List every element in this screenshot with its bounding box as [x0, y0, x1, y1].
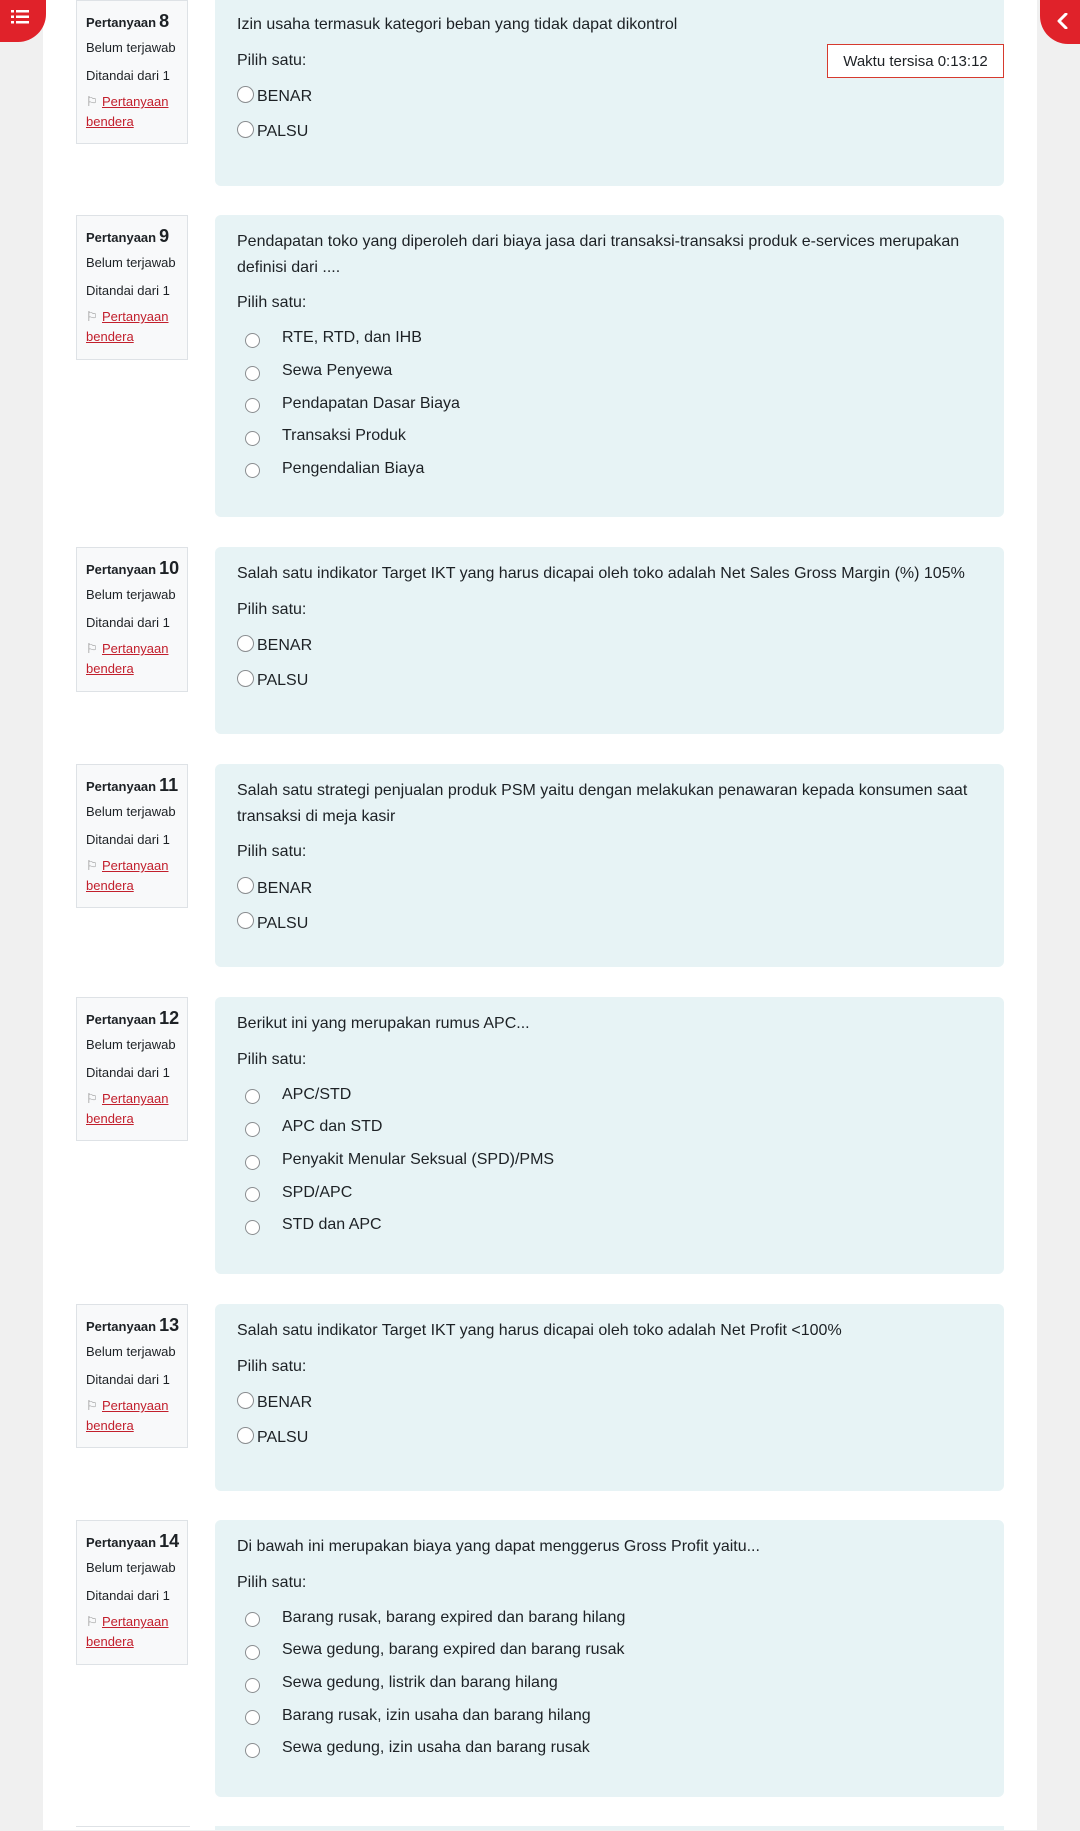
answer-prompt: Pilih satu:: [237, 1573, 307, 1591]
answer-option[interactable]: BENAR: [237, 871, 982, 906]
answer-option[interactable]: Sewa gedung, izin usaha dan barang rusak: [237, 1732, 982, 1765]
answer-option[interactable]: PALSU: [237, 906, 982, 941]
answer-option[interactable]: BENAR: [237, 1386, 982, 1421]
question-info: [76, 764, 188, 908]
radio-button[interactable]: [237, 121, 254, 138]
flag-icon: ⚐: [86, 1614, 98, 1630]
answer-option[interactable]: PALSU: [237, 664, 982, 699]
question-number: Pertanyaan 13: [86, 1315, 180, 1335]
question-state: Belum terjawab: [86, 255, 176, 271]
radio-button[interactable]: [245, 333, 260, 348]
radio-button[interactable]: [245, 366, 260, 381]
quiz-navigation-toggle[interactable]: [1040, 0, 1080, 44]
question-number: Pertanyaan 12: [86, 1008, 180, 1028]
radio-button[interactable]: [245, 1710, 260, 1725]
answer-prompt: Pilih satu:: [237, 51, 307, 69]
answer-option[interactable]: Sewa gedung, barang expired dan barang rusak: [237, 1634, 982, 1667]
question-grade: Ditandai dari 1: [86, 1587, 170, 1603]
question-grade: Ditandai dari 1: [86, 831, 170, 847]
flag-question-link[interactable]: ⚐ Pertanyaan bendera: [86, 1398, 169, 1433]
answer-option[interactable]: APC/STD: [237, 1079, 982, 1112]
flag-question-link[interactable]: ⚐ Pertanyaan bendera: [86, 1091, 169, 1126]
question-text: Pendapatan toko yang diperoleh dari biaya jasa dari transaksi-transaksi produk e-services merupakan definisi dari ....: [237, 233, 960, 276]
question-text: Izin usaha termasuk kategori beban yang tidak dapat dikontrol: [237, 16, 678, 33]
answer-option[interactable]: BENAR: [237, 629, 982, 664]
answer-prompt: Pilih satu:: [237, 1050, 307, 1068]
question-grade: Ditandai dari 1: [86, 1064, 170, 1080]
answer-prompt: Pilih satu:: [237, 843, 307, 861]
question-state: Belum terjawab: [86, 1037, 176, 1053]
question-content: [215, 1304, 1004, 1491]
question-state: Belum terjawab: [86, 1344, 176, 1360]
question-number: Pertanyaan 8: [86, 11, 170, 31]
answer-option[interactable]: SPD/APC: [237, 1176, 982, 1209]
flag-icon: ⚐: [86, 94, 98, 110]
question-content: [215, 547, 1004, 734]
radio-button[interactable]: [237, 1427, 254, 1444]
question-8: [43, 0, 1037, 187]
radio-button[interactable]: [245, 1645, 260, 1660]
chevron-left-icon: [1057, 13, 1069, 29]
answer-option[interactable]: RTE, RTD, dan IHB: [237, 322, 982, 355]
answer-option[interactable]: Transaksi Produk: [237, 420, 982, 453]
quiz-page: [43, 0, 1037, 1830]
answer-option[interactable]: Penyakit Menular Seksual (SPD)/PMS: [237, 1144, 982, 1177]
time-remaining: Waktu tersisa 0:13:12: [827, 44, 1004, 78]
question-content: [215, 1520, 1004, 1797]
question-grade: Ditandai dari 1: [86, 282, 170, 298]
list-icon: [11, 10, 29, 24]
question-content: [215, 997, 1004, 1274]
question-grade: Ditandai dari 1: [86, 67, 170, 83]
question-number: Pertanyaan 10: [86, 558, 180, 578]
radio-button[interactable]: [245, 398, 260, 413]
question-grade: Ditandai dari 1: [86, 614, 170, 630]
answer-option[interactable]: Pendapatan Dasar Biaya: [237, 387, 982, 420]
flag-icon: ⚐: [86, 858, 98, 874]
question-info: [76, 1304, 188, 1448]
radio-button[interactable]: [237, 670, 254, 687]
question-number: Pertanyaan 11: [86, 775, 179, 795]
radio-button[interactable]: [245, 1220, 260, 1235]
question-number: Pertanyaan 14: [86, 1531, 180, 1551]
radio-button[interactable]: [245, 1678, 260, 1693]
flag-question-link[interactable]: ⚐ Pertanyaan bendera: [86, 309, 169, 344]
flag-question-link[interactable]: ⚐ Pertanyaan bendera: [86, 858, 169, 893]
radio-button[interactable]: [245, 1187, 260, 1202]
answer-option[interactable]: Barang rusak, barang expired dan barang hilang: [237, 1602, 982, 1635]
answer-option[interactable]: Pengendalian Biaya: [237, 453, 982, 486]
answer-option[interactable]: Barang rusak, izin usaha dan barang hilang: [237, 1699, 982, 1732]
question-info: [76, 1520, 188, 1665]
radio-button[interactable]: [245, 1155, 260, 1170]
radio-button[interactable]: [245, 1743, 260, 1758]
question-text: Di bawah ini merupakan biaya yang dapat menggerus Gross Profit yaitu...: [237, 1538, 760, 1555]
answer-option[interactable]: PALSU: [237, 115, 982, 150]
radio-button[interactable]: [237, 877, 254, 894]
course-index-toggle[interactable]: [0, 0, 46, 42]
answer-option[interactable]: BENAR: [237, 80, 982, 115]
answer-option[interactable]: Sewa gedung, listrik dan barang hilang: [237, 1667, 982, 1700]
question-info: [76, 547, 188, 692]
answer-prompt: Pilih satu:: [237, 294, 307, 312]
question-content: [215, 764, 1004, 967]
answer-option[interactable]: STD dan APC: [237, 1209, 982, 1242]
flag-icon: ⚐: [86, 1091, 98, 1107]
radio-button[interactable]: [245, 463, 260, 478]
question-content: [215, 215, 1004, 517]
answer-option[interactable]: Sewa Penyewa: [237, 355, 982, 388]
question-state: Belum terjawab: [86, 40, 176, 56]
radio-button[interactable]: [237, 635, 254, 652]
flag-question-link[interactable]: ⚐ Pertanyaan bendera: [86, 641, 169, 676]
question-text: Berikut ini yang merupakan rumus APC...: [237, 1015, 530, 1032]
question-info: [76, 0, 188, 144]
next-question-content-edge: [215, 1826, 1004, 1830]
answer-prompt: Pilih satu:: [237, 1357, 307, 1375]
question-state: Belum terjawab: [86, 804, 176, 820]
answer-option[interactable]: PALSU: [237, 1421, 982, 1456]
question-text: Salah satu indikator Target IKT yang harus dicapai oleh toko adalah Net Profit <100%: [237, 1322, 842, 1339]
question-number: Pertanyaan 9: [86, 226, 170, 246]
question-info: [76, 997, 188, 1141]
question-state: Belum terjawab: [86, 1560, 176, 1576]
question-text: Salah satu strategi penjualan produk PSM yaitu dengan melakukan penawaran kepada konsumen saat transaksi di meja kasir: [237, 782, 968, 825]
flag-icon: ⚐: [86, 309, 98, 325]
next-question-info-edge: [76, 1826, 190, 1831]
radio-button[interactable]: [245, 1089, 260, 1104]
radio-button[interactable]: [237, 1392, 254, 1409]
radio-button[interactable]: [245, 1612, 260, 1627]
question-text: Salah satu indikator Target IKT yang harus dicapai oleh toko adalah Net Sales Gross Margin (%) 105%: [237, 565, 965, 582]
radio-button[interactable]: [237, 912, 254, 929]
radio-button[interactable]: [237, 86, 254, 103]
question-info: [76, 215, 188, 360]
flag-question-link[interactable]: ⚐ Pertanyaan bendera: [86, 1614, 169, 1649]
answer-prompt: Pilih satu:: [237, 600, 307, 618]
radio-button[interactable]: [245, 431, 260, 446]
question-content: [215, 0, 1004, 186]
answer-option[interactable]: APC dan STD: [237, 1111, 982, 1144]
radio-button[interactable]: [245, 1122, 260, 1137]
flag-icon: ⚐: [86, 641, 98, 657]
question-grade: Ditandai dari 1: [86, 1371, 170, 1387]
flag-icon: ⚐: [86, 1398, 98, 1414]
question-state: Belum terjawab: [86, 587, 176, 603]
flag-question-link[interactable]: ⚐ Pertanyaan bendera: [86, 94, 169, 129]
